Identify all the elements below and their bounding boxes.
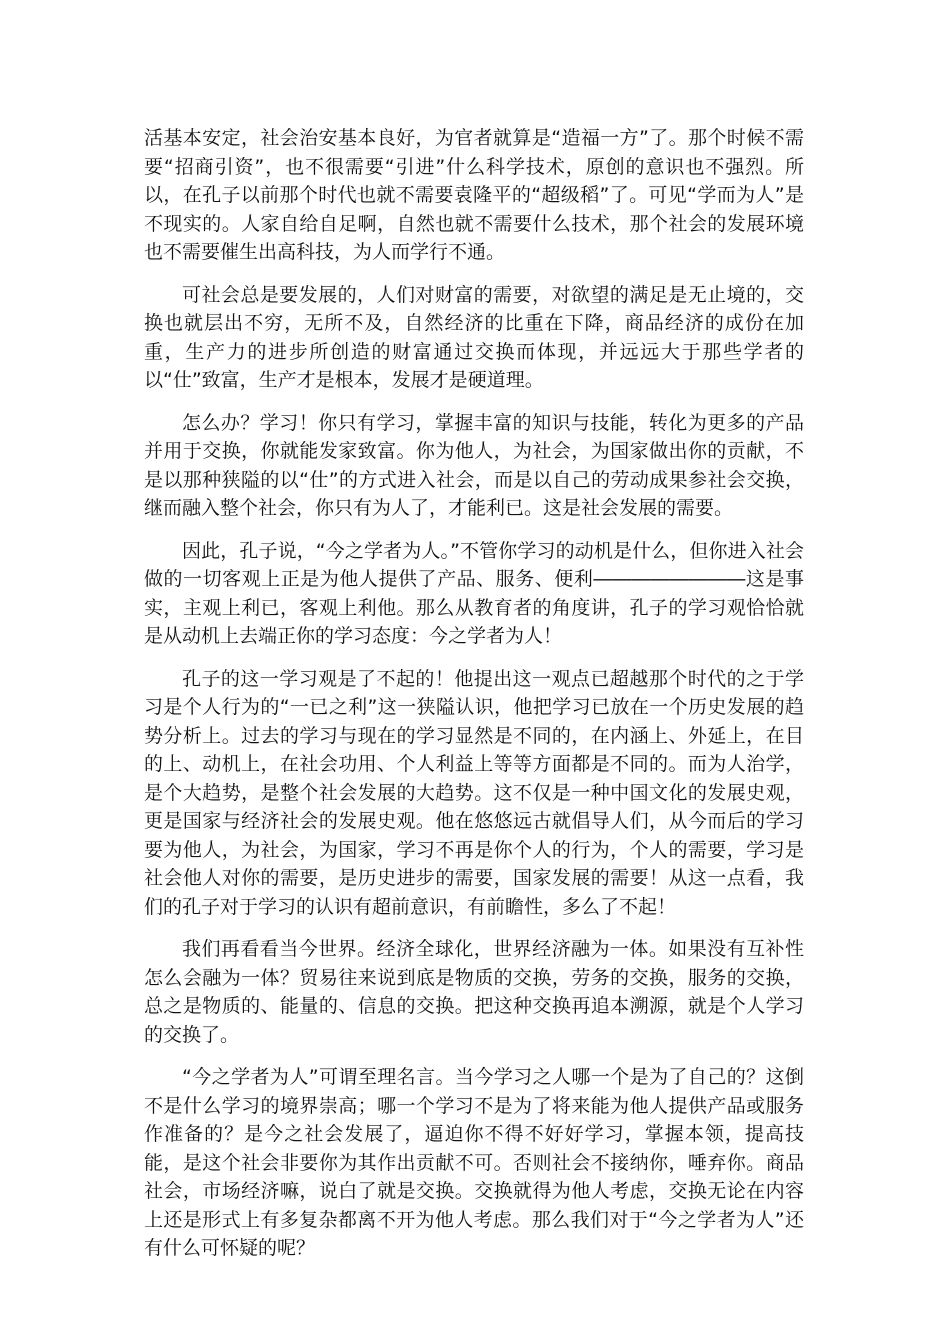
- paragraph-1: 活基本安定，社会治安基本良好，为官者就算是“造福一方”了。那个时候不需要“招商引资”，也不很需要“引进”什么科学技术，原创的意识也不强烈。所以，在孔子以前那个时代也就不需要袁隆平的“超级稻”了。可见“学而为人”是不现实的。人家自给自足啊，自然也就不需要什么技术，那个社会的发展环境也不需要催生出高科技，为人而学行不通。: [144, 127, 804, 263]
- document-body: [144, 124, 804, 1277]
- paragraph-6: 我们再看看当今世界。经济全球化，世界经济融为一体。如果没有互补性怎么会融为一体？贸易往来说到底是物质的交换，劳务的交换，服务的交换，总之是物质的、能量的、信息的交换。把这种交换再追本溯源，就是个人学习的交换了。: [144, 938, 804, 1046]
- paragraph-3: 怎么办？学习！你只有学习，掌握丰富的知识与技能，转化为更多的产品并用于交换，你就能发家致富。你为他人，为社会，为国家做出你的贡献，不是以那种狭隘的以“仕”的方式进入社会，而是以自己的劳动成果参社会交换，继而融入整个社会，你只有为人了，才能利已。这是社会发展的需要。: [144, 411, 804, 519]
- paragraph-5: 孔子的这一学习观是了不起的！他提出这一观点已超越那个时代的之于学习是个人行为的“一已之利”这一狭隘认识，他把学习已放在一个历史发展的趋势分析上。过去的学习与现在的学习显然是不同的，在内涵上、外延上，在目的上、动机上，在社会功用、个人利益上等等方面都是不同的。而为人治学，是个大趋势，是整个社会发展的大趋势。这不仅是一种中国文化的发展史观，更是国家与经济社会的发展史观。他在悠悠远古就倡导人们，从今而后的学习要为他人，为社会，为国家，学习不再是你个人的行为，个人的需要，学习是社会他人对你的需要，是历史进步的需要，国家发展的需要！从这一点看，我们的孔子对于学习的认识有超前意识，有前瞻性，多么了不起！: [144, 667, 804, 918]
- paragraph-2: 可社会总是要发展的，人们对财富的需要，对欲望的满足是无止境的，交换也就层出不穷，无所不及，自然经济的比重在下降，商品经济的成份在加重，生产力的进步所创造的财富通过交换而体现，并远远大于那些学者的以“仕”致富，生产才是根本，发展才是硬道理。: [144, 283, 804, 391]
- paragraph-4: 因此，孔子说，“今之学者为人。”不管你学习的动机是什么，但你进入社会做的一切客观上正是为他人提供了产品、服务、便利――――――――这是事实，主观上利已，客观上利他。那么从教育者的角度讲，孔子的学习观恰恰就是从动机上去端正你的学习态度：今之学者为人！: [144, 539, 804, 647]
- paragraph-7: “今之学者为人”可谓至理名言。当今学习之人哪一个是为了自己的？这倒不是什么学习的境界崇高；哪一个学习不是为了将来能为他人提供产品或服务作准备的？是今之社会发展了，逼迫你不得不好好学习，掌握本领，提高技能，是这个社会非要你为其作出贡献不可。否则社会不接纳你，唾弃你。商品社会，市场经济嘛，说白了就是交换。交换就得为他人考虑，交换无论在内容上还是形式上有多复杂都离不开为他人考虑。那么我们对于“今之学者为人”还有什么可怀疑的呢？: [144, 1066, 804, 1259]
